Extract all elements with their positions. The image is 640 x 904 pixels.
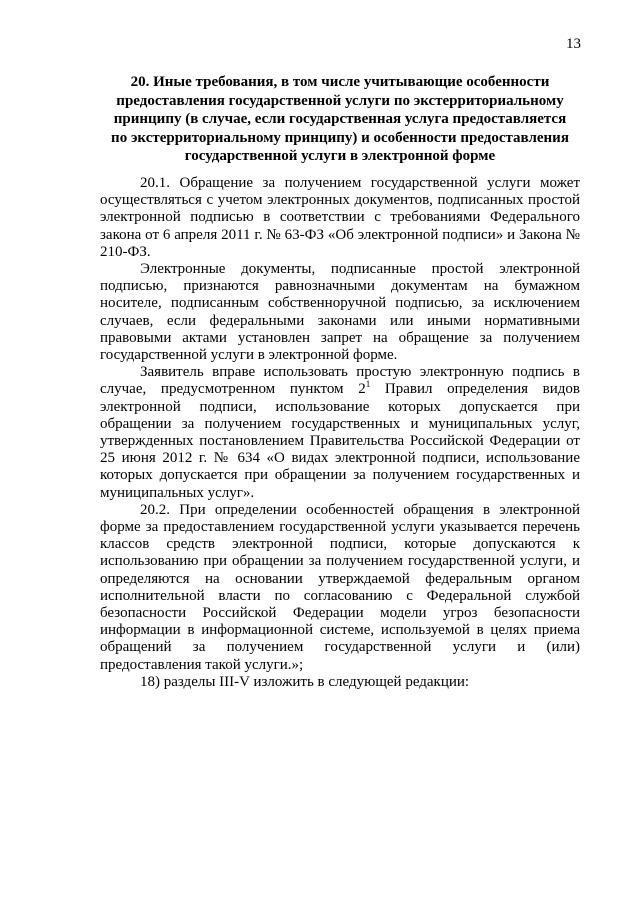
section-heading [100, 73, 580, 166]
paragraph-18: 18) разделы III-V изложить в следующей редакции: [140, 673, 470, 690]
document-body [100, 175, 580, 691]
heading-line: 20. Иные требования, в том числе учитывающие особенности [130, 74, 550, 90]
heading-line: по экстерриториальному принципу) и особенности предоставления [111, 129, 569, 146]
paragraph-20-2: 20.2. При определении особенностей обращения в электронной форме за предоставлением государственной услуги указывается перечень классов средств электронной подписи, которые допускаются к использованию при обращении за получением государственной услуги, и определяются на основании утверждаемой федеральным органом исполнительной власти по согласованию с Федеральной службой безопасности Российской Федерации модели угроз безопасности информации в информационной системе, используемой в целях приема обращений за получением государственной услуги и (или) предоставления такой услуги.»; [100, 501, 580, 673]
heading-line: принципу (в случае, если государственная услуга предоставляется [113, 111, 567, 127]
heading-line: предоставления государственной услуги по экстерриториальному [116, 92, 564, 109]
paragraph-applicant-right [100, 364, 580, 502]
paragraph-20-1: 20.1. Обращение за получением государственной услуги может осуществляться с учетом электронных документов, подписанных простой электронной подписью в соответствии с требованиями Федерального закона от 6 апреля 2011 г. № 63-ФЗ «Об электронной подписи» и Закона № 210-ФЗ. [100, 175, 580, 260]
paragraph-text: Заявитель вправе использовать простую электронную подпись в случае, предусмотренном пунктом 2 [100, 364, 580, 398]
heading-line: государственной услуги в электронной форме [184, 148, 496, 164]
superscript: 1 [365, 379, 371, 390]
page-number: 13 [566, 36, 581, 52]
paragraph-text: Правил определения видов электронной подписи, использование которых допускается при обращении за получением государственных и муниципальных услуг, утвержденных постановлением Правительства Российской Федерации от 25 июня 2012 г. № 634 «О видах электронной подписи, использование которых допускается при обращении за получением государственных и муниципальных услуг». [100, 381, 580, 501]
paragraph-electronic-documents: Электронные документы, подписанные простой электронной подписью, признаются равнозначными документам на бумажном носителе, подписанным собственноручной подписью, за исключением случаев, если федеральными законами или иными нормативными правовыми актами установлен запрет на обращение за получением государственной услуги в электронной форме. [100, 261, 580, 364]
